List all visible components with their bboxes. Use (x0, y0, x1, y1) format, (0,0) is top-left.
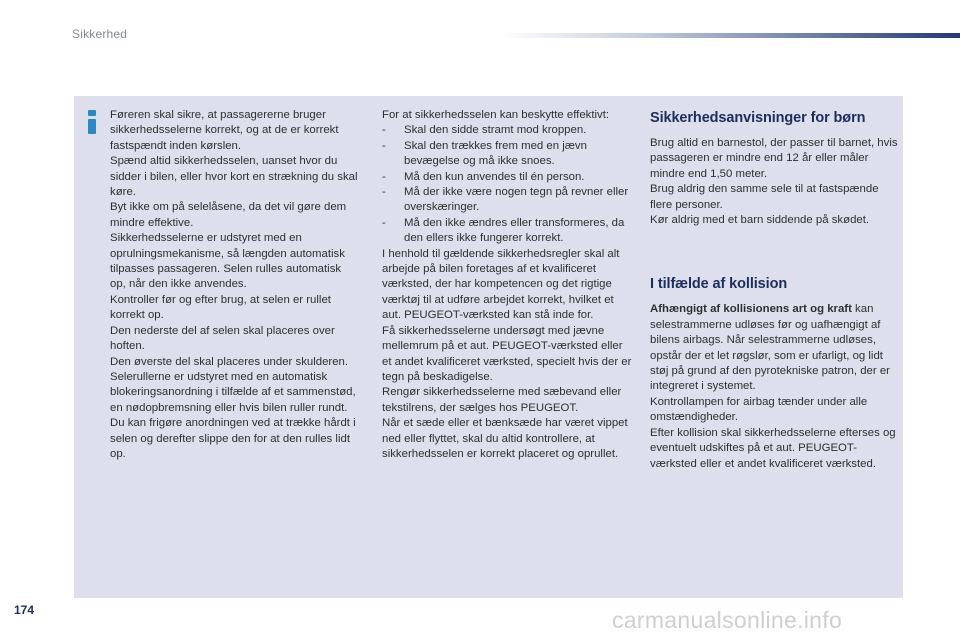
paragraph: I henhold til gældende sikkerhedsregler skal alt arbejde på bilen foretages af et kvalificeret værksted, der har kompetencen og det rigtige værktøj til at udføre arbejdet korrekt, hvilket et aut. PEUGEOT-værksted kan stå inde for. (382, 247, 620, 322)
bullet-item (382, 185, 632, 216)
child-safety-heading: Sikkerhedsanvisninger for børn (650, 110, 866, 126)
paragraph: Få sikkerhedsselerne undersøgt med jævne mellemrum på et aut. PEUGEOT-værksted eller et andet kvalificeret værksted, specielt hvis der er tegn på beskadigelse. (382, 324, 632, 383)
paragraph: Den øverste del skal placeres under skulderen. (110, 355, 349, 368)
section-title: Sikkerhed (72, 27, 128, 41)
bullet-dash: - (382, 170, 386, 183)
paragraph: Den nederste del af selen skal placeres over hoften. (110, 324, 335, 353)
header-gradient-bar (500, 33, 960, 38)
collision-text: kan selestrammerne udløses før og uafhængigt af bilens airbags. Når selestrammerne udløses, opstår der et let røgslør, som er ufarligt, og lidt støj på grund af den pyrotekniske patron, der er integreret i systemet. (650, 303, 890, 393)
info-icon (85, 110, 99, 134)
seatbelt-info-column (110, 108, 358, 462)
bullet-text: Skal den sidde stramt mod kroppen. (404, 124, 587, 137)
bullet-dash: - (382, 124, 386, 137)
bullet-item (382, 170, 632, 185)
paragraph: Efter kollision skal sikkerhedsselerne efterses og eventuelt udskiftes på et aut. PEUGEOT-værksted eller et andet kvalificeret værksted. (650, 426, 896, 470)
paragraph: Rengør sikkerhedsselerne med sæbevand eller tekstilrens, der sælges hos PEUGEOT. (382, 386, 622, 414)
paragraph: Når et sæde eller et bænksæde har været vippet ned eller flyttet, skal du altid kontrollere, at sikkerhedsselen er korrekt placeret og oprullet. (382, 417, 628, 460)
collision-bold-lead: Afhængigt af kollisionens art og kraft (650, 303, 852, 316)
paragraph: Brug aldrig den samme sele til at fastspænde flere personer. (650, 183, 879, 211)
bullet-text: Må der ikke være nogen tegn på revner eller overskæringer. (404, 186, 629, 214)
collision-paragraph (650, 302, 902, 394)
seatbelt-protection-column (382, 108, 632, 462)
paragraph: Kontrollampen for airbag tænder under alle omstændigheder. (650, 395, 868, 424)
bullet-text: Må den kun anvendes til én person. (404, 170, 585, 183)
paragraph: Kør aldrig med et barn siddende på skødet. (650, 214, 870, 227)
paragraph: Byt ikke om på selelåsene, da det vil gøre dem mindre effektive. (110, 201, 347, 229)
collision-heading: I tilfælde af kollision (650, 276, 788, 293)
bullet-dash: - (382, 139, 386, 152)
bullet-item (382, 139, 632, 170)
intro-text: For at sikkerhedsselen kan beskytte effektivt: (382, 109, 610, 121)
bullet-item (382, 216, 632, 247)
bullet-text: Må den ikke ændres eller transformeres, da den ellers ikke fungerer korrekt. (404, 216, 625, 245)
page-number: 174 (14, 603, 35, 617)
child-safety-column (650, 108, 902, 472)
bullet-item (382, 123, 632, 138)
watermark: carmanualsonline.info (612, 607, 843, 633)
info-icon-dot (88, 110, 96, 116)
bullet-dash: - (382, 216, 386, 229)
bullet-dash: - (382, 186, 386, 199)
paragraph: Føreren skal sikre, at passagererne bruger sikkerhedsselerne korrekt, og at de er korrekt fastspændt inden kørslen. (110, 109, 339, 152)
info-icon-stem (88, 119, 96, 134)
paragraph: Brug altid en barnestol, der passer til barnet, hvis passageren er mindre end 12 år eller måler mindre end 1,50 meter. (650, 137, 898, 180)
paragraph: Spænd altid sikkerhedsselen, uanset hvor du sidder i bilen, eller hvor kort en strækning du skal køre. (110, 155, 358, 199)
bullet-text: Skal den trækkes frem med en jævn bevægelse og må ikke snoes. (404, 139, 587, 168)
paragraph: Sikkerhedsselerne er udstyret med en oprulningsmekanisme, så længden automatisk tilpasses passageren. Selen rulles automatisk op, når den ikke anvendes. (110, 232, 345, 291)
paragraph: Kontroller før og efter brug, at selen er rullet korrekt op. (110, 293, 331, 322)
paragraph: Selerullerne er udstyret med en automatisk blokeringsanordning i tilfælde af et sammenstød, en nødopbremsning eller hvis bilen ruller rundt. Du kan frigøre anordningen ved at trække hårdt i selen og derefter slippe den for at den rulles lidt op. (110, 370, 356, 460)
